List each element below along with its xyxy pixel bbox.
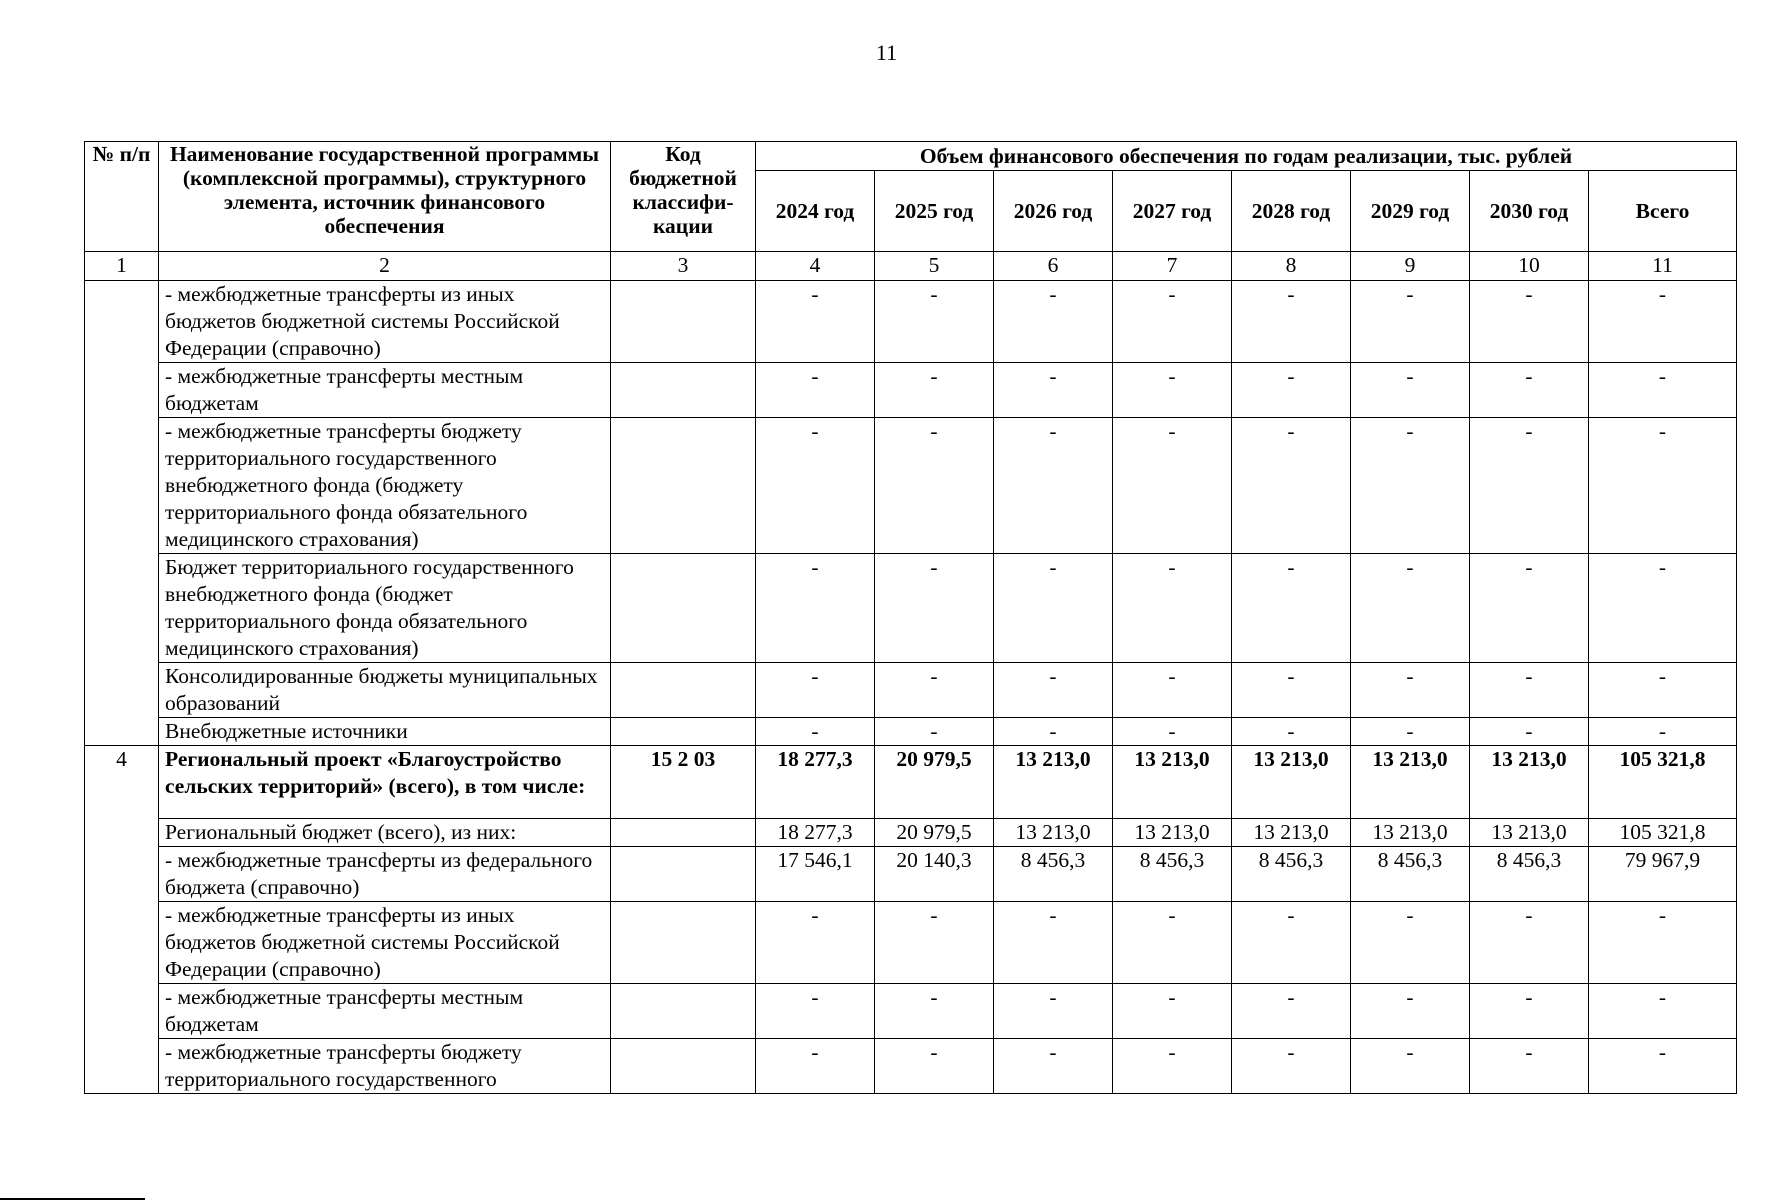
column-number: 7 — [1113, 252, 1232, 281]
table-row — [85, 718, 1737, 746]
row-name: - межбюджетные трансферты из федерального бюджета (справочно) — [159, 847, 611, 902]
row-number: 4 — [85, 746, 159, 1094]
value-cell: - — [1589, 984, 1737, 1039]
value-cell: - — [1351, 718, 1470, 746]
column-number: 3 — [611, 252, 756, 281]
column-number: 5 — [875, 252, 994, 281]
value-cell: - — [994, 281, 1113, 363]
row-name: - межбюджетные трансферты бюджету территориального государственного — [159, 1039, 611, 1094]
value-cell: - — [1232, 281, 1351, 363]
table-row — [85, 902, 1737, 984]
row-name: - межбюджетные трансферты бюджету территориального государственного внебюджетного фонда (бюджету территориального фонда обязательного медицинского страхования) — [159, 418, 611, 554]
value-cell: - — [1589, 1039, 1737, 1094]
budget-code — [611, 554, 756, 663]
value-cell: 20 140,3 — [875, 847, 994, 902]
value-cell: - — [994, 418, 1113, 554]
row-name: Внебюджетные источники — [159, 718, 611, 746]
row-name: Консолидированные бюджеты муниципальных образований — [159, 663, 611, 718]
header-year: 2029 год — [1351, 171, 1470, 252]
value-cell: 18 277,3 — [756, 746, 875, 819]
value-cell: - — [1232, 554, 1351, 663]
value-cell: - — [1589, 281, 1737, 363]
value-cell: - — [1113, 902, 1232, 984]
value-cell: - — [1351, 984, 1470, 1039]
table-row — [85, 984, 1737, 1039]
value-cell: - — [1470, 663, 1589, 718]
value-cell: - — [1470, 718, 1589, 746]
value-cell: - — [1351, 554, 1470, 663]
value-cell: - — [1589, 554, 1737, 663]
row-name: - межбюджетные трансферты из иных бюджетов бюджетной системы Российской Федерации (справочно) — [159, 281, 611, 363]
value-cell: - — [756, 418, 875, 554]
value-cell: - — [994, 718, 1113, 746]
table-row — [85, 554, 1737, 663]
table-row — [85, 281, 1737, 363]
header-year: 2027 год — [1113, 171, 1232, 252]
value-cell: 79 967,9 — [1589, 847, 1737, 902]
value-cell: 20 979,5 — [875, 819, 994, 847]
value-cell: - — [994, 554, 1113, 663]
value-cell: - — [756, 1039, 875, 1094]
value-cell: 17 546,1 — [756, 847, 875, 902]
row-name: - межбюджетные трансферты из иных бюджетов бюджетной системы Российской Федерации (справочно) — [159, 902, 611, 984]
value-cell: - — [1232, 418, 1351, 554]
value-cell: - — [1351, 663, 1470, 718]
value-cell: - — [1351, 1039, 1470, 1094]
value-cell: - — [1470, 363, 1589, 418]
budget-code — [611, 984, 756, 1039]
value-cell: - — [1589, 718, 1737, 746]
value-cell: - — [1113, 554, 1232, 663]
header-year: 2025 год — [875, 171, 994, 252]
table-row — [85, 746, 1737, 819]
column-number: 4 — [756, 252, 875, 281]
value-cell: - — [875, 984, 994, 1039]
budget-code — [611, 718, 756, 746]
value-cell: 13 213,0 — [1232, 746, 1351, 819]
table-row — [85, 418, 1737, 554]
row-name: Региональный проект «Благоустройство сельских территорий» (всего), в том числе: — [159, 746, 611, 819]
value-cell: - — [1351, 418, 1470, 554]
financing-table — [84, 141, 1737, 1094]
header-no: № п/п — [85, 142, 159, 252]
value-cell: - — [994, 363, 1113, 418]
budget-code — [611, 902, 756, 984]
header-year: 2026 год — [994, 171, 1113, 252]
table-row — [85, 663, 1737, 718]
row-name: Региональный бюджет (всего), из них: — [159, 819, 611, 847]
value-cell: 8 456,3 — [1470, 847, 1589, 902]
value-cell: - — [1351, 902, 1470, 984]
header-code: Код бюджетной классифи-кации — [611, 142, 756, 252]
value-cell: - — [1589, 663, 1737, 718]
value-cell: - — [1470, 984, 1589, 1039]
value-cell: - — [1113, 718, 1232, 746]
budget-code: 15 2 03 — [611, 746, 756, 819]
table-row — [85, 363, 1737, 418]
value-cell: - — [1113, 363, 1232, 418]
value-cell: - — [875, 363, 994, 418]
value-cell: - — [1232, 1039, 1351, 1094]
column-number: 10 — [1470, 252, 1589, 281]
value-cell: - — [1232, 984, 1351, 1039]
value-cell: 13 213,0 — [1470, 746, 1589, 819]
column-number: 6 — [994, 252, 1113, 281]
value-cell: 13 213,0 — [1351, 819, 1470, 847]
value-cell: - — [1113, 281, 1232, 363]
value-cell: - — [756, 984, 875, 1039]
header-year: Всего — [1589, 171, 1737, 252]
value-cell: - — [1589, 902, 1737, 984]
budget-code — [611, 663, 756, 718]
value-cell: - — [875, 418, 994, 554]
budget-code — [611, 819, 756, 847]
column-number: 2 — [159, 252, 611, 281]
column-number: 8 — [1232, 252, 1351, 281]
value-cell: - — [1232, 663, 1351, 718]
value-cell: - — [1351, 363, 1470, 418]
budget-code — [611, 1039, 756, 1094]
value-cell: - — [1351, 281, 1470, 363]
budget-code — [611, 281, 756, 363]
value-cell: - — [994, 902, 1113, 984]
column-number: 9 — [1351, 252, 1470, 281]
value-cell: - — [875, 718, 994, 746]
table-row — [85, 1039, 1737, 1094]
table-row — [85, 847, 1737, 902]
value-cell: - — [875, 281, 994, 363]
column-number: 1 — [85, 252, 159, 281]
value-cell: 13 213,0 — [1113, 746, 1232, 819]
value-cell: 105 321,8 — [1589, 819, 1737, 847]
header-year: 2028 год — [1232, 171, 1351, 252]
value-cell: - — [756, 902, 875, 984]
value-cell: - — [1113, 418, 1232, 554]
row-number — [85, 281, 159, 746]
value-cell: 13 213,0 — [1351, 746, 1470, 819]
value-cell: - — [994, 984, 1113, 1039]
value-cell: - — [756, 281, 875, 363]
value-cell: 13 213,0 — [1232, 819, 1351, 847]
value-cell: - — [875, 1039, 994, 1094]
value-cell: - — [756, 718, 875, 746]
value-cell: - — [1232, 363, 1351, 418]
header-volume: Объем финансового обеспечения по годам реализации, тыс. рублей — [756, 142, 1737, 171]
value-cell: - — [994, 663, 1113, 718]
value-cell: - — [994, 1039, 1113, 1094]
value-cell: - — [1589, 418, 1737, 554]
value-cell: 8 456,3 — [1113, 847, 1232, 902]
header-year: 2024 год — [756, 171, 875, 252]
value-cell: - — [875, 902, 994, 984]
row-name: - межбюджетные трансферты местным бюджетам — [159, 984, 611, 1039]
value-cell: - — [1470, 281, 1589, 363]
value-cell: - — [756, 363, 875, 418]
value-cell: 8 456,3 — [1351, 847, 1470, 902]
value-cell: 13 213,0 — [1470, 819, 1589, 847]
value-cell: - — [1232, 718, 1351, 746]
value-cell: 13 213,0 — [1113, 819, 1232, 847]
header-year: 2030 год — [1470, 171, 1589, 252]
page-number: 11 — [875, 40, 898, 65]
value-cell: - — [756, 663, 875, 718]
value-cell: - — [1470, 1039, 1589, 1094]
value-cell: 105 321,8 — [1589, 746, 1737, 819]
value-cell: - — [1470, 418, 1589, 554]
budget-code — [611, 847, 756, 902]
value-cell: - — [1589, 363, 1737, 418]
value-cell: - — [1113, 663, 1232, 718]
value-cell: - — [1232, 902, 1351, 984]
value-cell: - — [756, 554, 875, 663]
budget-code — [611, 418, 756, 554]
value-cell: - — [1470, 902, 1589, 984]
value-cell: 18 277,3 — [756, 819, 875, 847]
row-name: - межбюджетные трансферты местным бюджетам — [159, 363, 611, 418]
value-cell: 20 979,5 — [875, 746, 994, 819]
value-cell: 13 213,0 — [994, 819, 1113, 847]
value-cell: 8 456,3 — [1232, 847, 1351, 902]
value-cell: - — [875, 554, 994, 663]
column-number: 11 — [1589, 252, 1737, 281]
value-cell: - — [875, 663, 994, 718]
row-name: Бюджет территориального государственного внебюджетного фонда (бюджет территориального фонда обязательного медицинского страхования) — [159, 554, 611, 663]
value-cell: 13 213,0 — [994, 746, 1113, 819]
table-row — [85, 819, 1737, 847]
value-cell: 8 456,3 — [994, 847, 1113, 902]
budget-code — [611, 363, 756, 418]
value-cell: - — [1470, 554, 1589, 663]
header-name: Наименование государственной программы (комплексной программы), структурного элемента, источник финансового обеспечения — [159, 142, 611, 252]
value-cell: - — [1113, 1039, 1232, 1094]
value-cell: - — [1113, 984, 1232, 1039]
